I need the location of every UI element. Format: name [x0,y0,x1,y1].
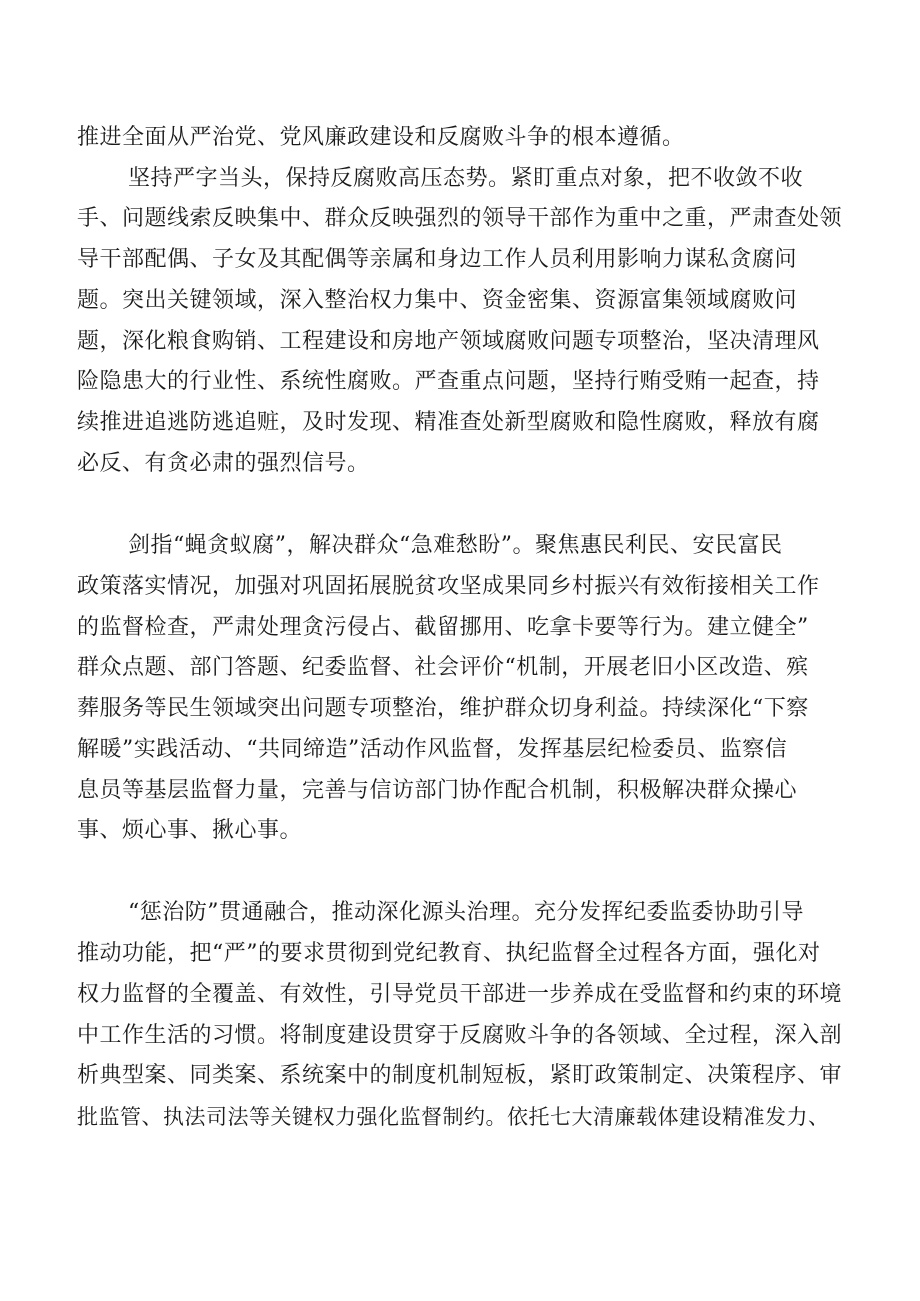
text-line: 推进全面从严治党、党风廉政建设和反腐败斗争的根本遵循。 [77,125,685,150]
text-line: 续推进追逃防逃追赃，及时发现、精准查处新型腐败和隐性腐败，释放有腐 [77,410,820,435]
text-line: 题。突出关键领域，深入整治权力集中、资金密集、资源富集领域腐败问 [77,288,798,313]
paragraph-first-line: “惩治防”贯通融合，推动深化源头治理。充分发挥纪委监委协助引导 [128,900,804,925]
text-line: 中工作生活的习惯。将制度建设贯穿于反腐败斗争的各领域、全过程，深入剖 [77,1023,843,1048]
text-line: 导干部配偶、子女及其配偶等亲属和身边工作人员利用影响力谋私贪腐问 [77,247,798,272]
text-line: 事、烦心事、揪心事。 [77,818,303,843]
text-line: 必反、有贪必肃的强烈信号。 [77,451,370,476]
text-line: 险隐患大的行业性、系统性腐败。严查重点问题，坚持行贿受贿一起查，持 [77,369,820,394]
text-line: 群众点题、部门答题、纪委监督、社会评价“机制，开展老旧小区改造、殡 [77,655,809,680]
paragraph-first-line: 剑指“蝇贪蚁腐”，解决群众“急难愁盼”。聚焦惠民利民、安民富民 [128,533,783,558]
text-line: 解暖”实践活动、“共同缔造”活动作风监督，发挥基层纪检委员、监察信 [77,737,788,762]
text-line: 手、问题线索反映集中、群众反映强烈的领导干部作为重中之重，严肃查处领 [77,206,843,231]
paragraph-first-line: 坚持严字当头，保持反腐败高压态势。紧盯重点对象，把不收敛不收 [128,166,804,191]
text-line: 推动功能，把“严”的要求贯彻到党纪教育、执纪监督全过程各方面，强化对 [77,941,821,966]
text-line: 政策落实情况，加强对巩固拓展脱贫攻坚成果同乡村振兴有效衔接相关工作 [77,574,820,599]
text-line: 息员等基层监督力量，完善与信访部门协作配合机制，积极解决群众操心 [77,778,798,803]
text-line: 葬服务等民生领域突出问题专项整治，维护群众切身利益。持续深化“下察 [77,696,809,721]
text-line: 题，深化粮食购销、工程建设和房地产领域腐败问题专项整治，坚决清理风 [77,329,820,354]
text-line: 的监督检查，严肃处理贪污侵占、截留挪用、吃拿卡要等行为。建立健全” [77,615,809,640]
text-line: 析典型案、同类案、系统案中的制度机制短板，紧盯政策制定、决策程序、审 [77,1063,843,1088]
text-line: 批监管、执法司法等关键权力强化监督制约。依托七大清廉载体建设精准发力、 [77,1105,830,1129]
text-line: 权力监督的全覆盖、有效性，引导党员干部进一步养成在受监督和约束的环境 [77,982,843,1007]
